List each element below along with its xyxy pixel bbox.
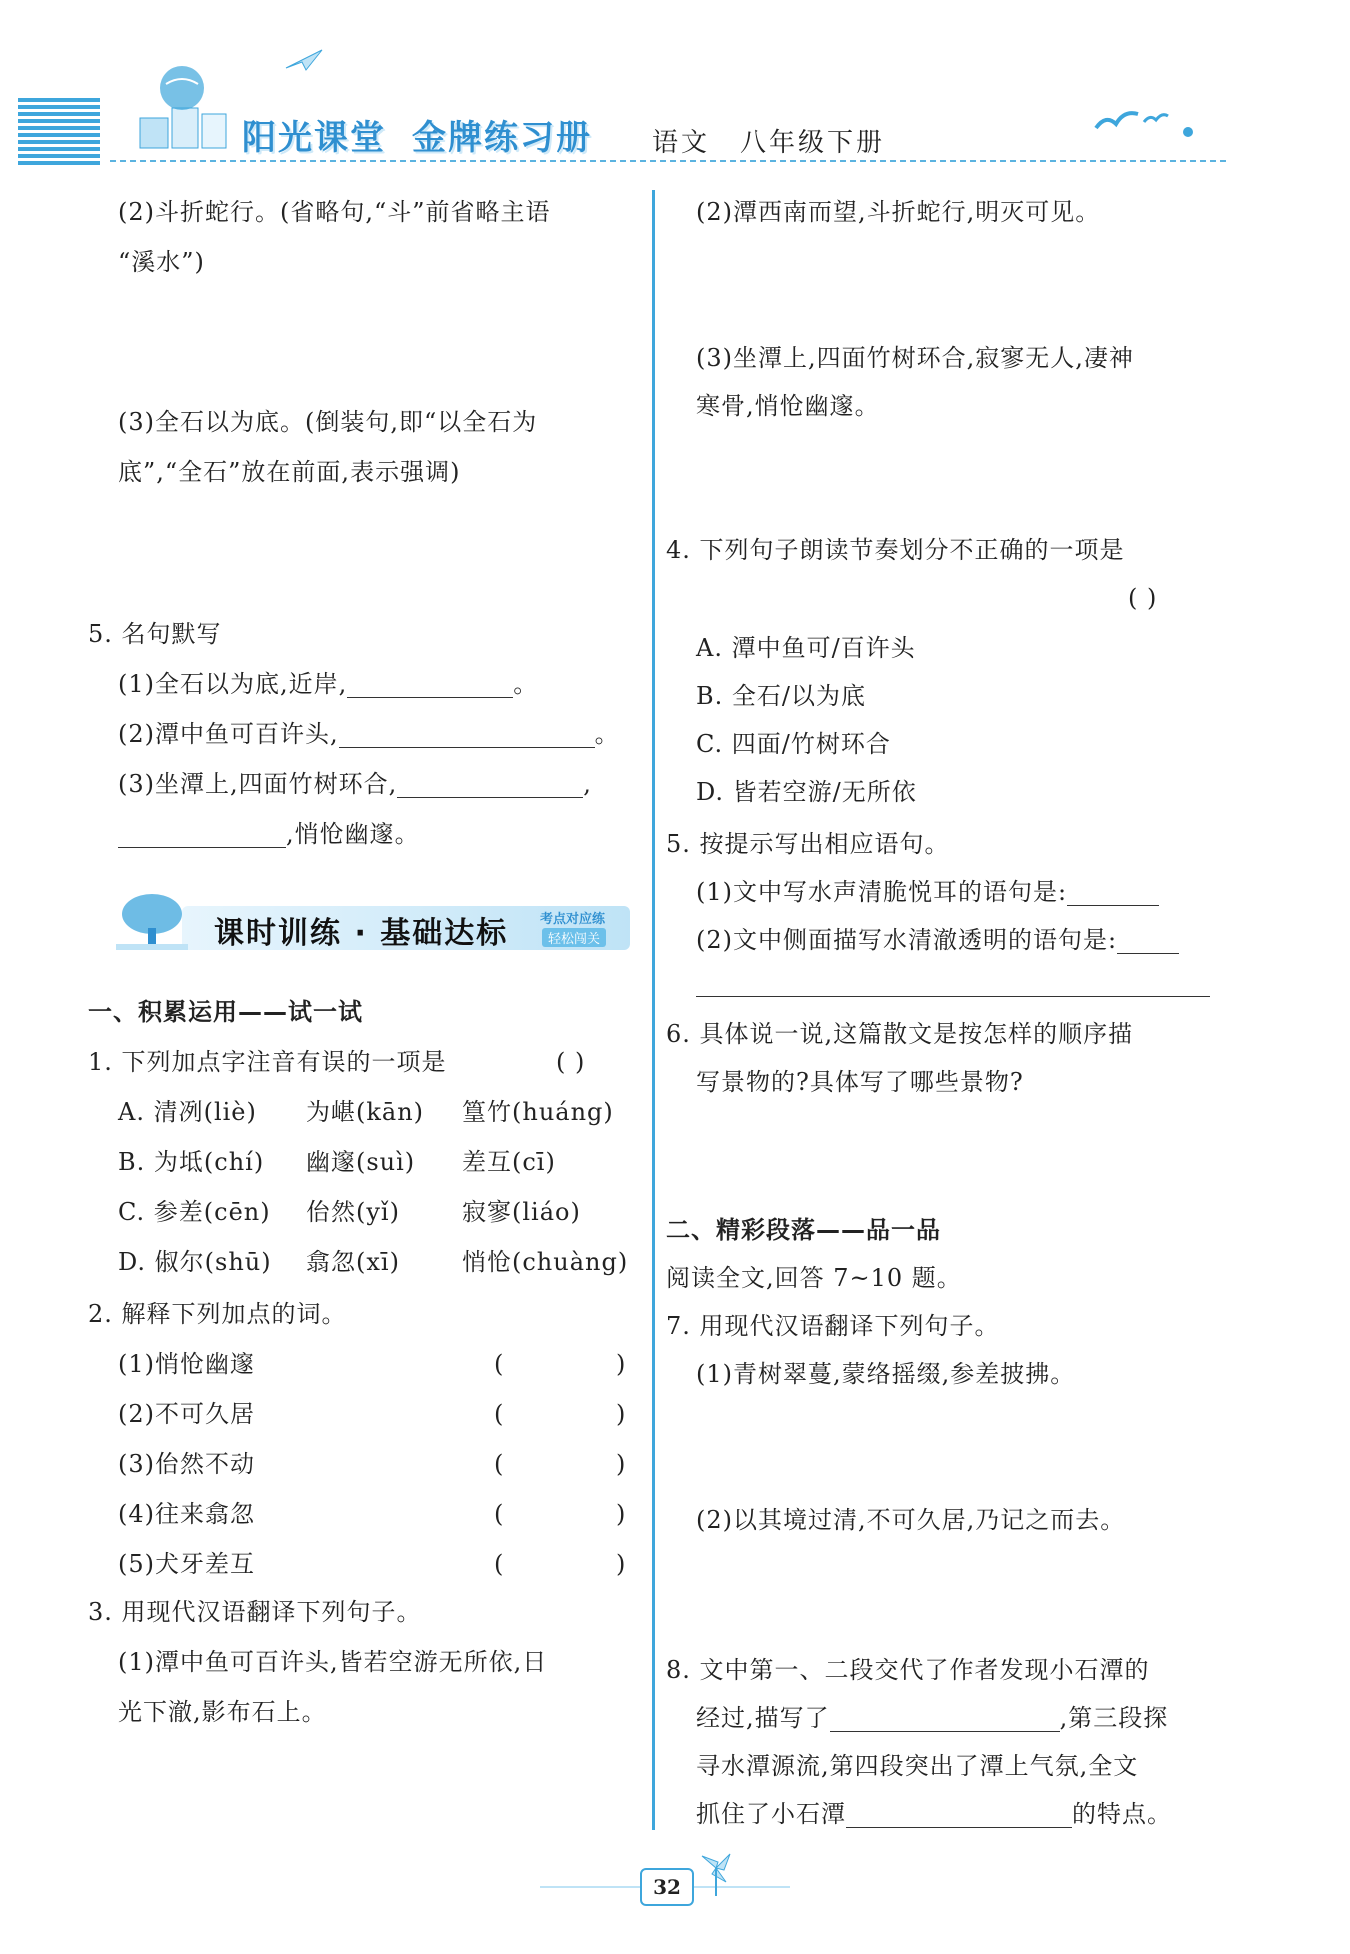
header-brand-2: 金牌练习册 <box>412 118 592 158</box>
q3-item-1b: 光下澈,影布石上。 <box>118 1698 327 1726</box>
q1-option-cell: 翕忽(xī) <box>306 1248 400 1276</box>
q8-line-2 <box>696 1704 1168 1732</box>
q1-option-cell: C. 参差(cēn) <box>118 1198 271 1226</box>
q1-option-cell: 寂寥(liáo) <box>462 1198 581 1226</box>
q7-item-2: (2)以其境过清,不可久居,乃记之而去。 <box>696 1506 1126 1534</box>
q1-option-cell: 佁然(yǐ) <box>306 1198 400 1226</box>
answer-blank[interactable] <box>397 775 583 798</box>
q4-option[interactable]: D. 皆若空游/无所依 <box>696 778 917 806</box>
q4-stem: 4. 下列句子朗读节奏划分不正确的一项是 <box>666 536 1125 564</box>
left-line-4: 底”,“全石”放在前面,表示强调) <box>118 458 461 486</box>
answer-blank[interactable] <box>1117 931 1179 954</box>
q5-item-2-end: 。 <box>594 720 620 748</box>
right-line-3: 寒骨,悄怆幽邃。 <box>696 392 880 420</box>
q5r-stem: 5. 按提示写出相应语句。 <box>666 830 950 858</box>
q4-option[interactable]: B. 全石/以为底 <box>696 682 866 710</box>
answer-paren-right: ) <box>616 1550 627 1578</box>
q5r-item-2 <box>696 926 1179 954</box>
q5-item-1-end: 。 <box>513 670 539 698</box>
q7-stem: 7. 用现代汉语翻译下列句子。 <box>666 1312 1000 1340</box>
answer-paren-right: ) <box>616 1350 627 1378</box>
q5-item-2-text: (2)潭中鱼可百许头, <box>118 720 339 748</box>
answer-blank[interactable] <box>347 675 513 698</box>
q1-answer-paren[interactable]: ( ) <box>556 1048 586 1076</box>
q2-item: (4)往来翕忽 <box>118 1500 255 1528</box>
column-divider <box>652 190 655 1830</box>
answer-blank[interactable] <box>118 825 286 848</box>
header-subject: 语文 <box>652 128 711 158</box>
q1-option-cell: 差互(cī) <box>462 1148 556 1176</box>
left-line-3: (3)全石以为底。(倒装句,即“以全石为 <box>118 408 538 436</box>
q8-line-4 <box>696 1800 1172 1828</box>
q2-item: (5)犬牙差互 <box>118 1550 255 1578</box>
q5-item-1-text: (1)全石以为底,近岸, <box>118 670 348 698</box>
header-stripe-decoration <box>18 98 100 168</box>
birds-icon <box>1092 98 1212 148</box>
answer-paren-left[interactable]: ( <box>494 1450 505 1478</box>
banner-tag-2: 轻松闯关 <box>542 928 606 947</box>
header-brand-1: 阳光课堂 <box>242 118 386 158</box>
pinwheel-icon <box>696 1848 736 1898</box>
q1-option-cell: 幽邃(suì) <box>306 1148 416 1176</box>
answer-paren-right: ) <box>616 1400 627 1428</box>
header-divider <box>110 160 1226 162</box>
right-line-1: (2)潭西南而望,斗折蛇行,明灭可见。 <box>696 198 1101 226</box>
answer-paren-left[interactable]: ( <box>494 1350 505 1378</box>
q5-item-3-cont-text: ,悄怆幽邃。 <box>286 820 420 848</box>
q1-stem: 1. 下列加点字注音有误的一项是 <box>88 1048 447 1076</box>
q3-item-1a: (1)潭中鱼可百许头,皆若空游无所依,日 <box>118 1648 548 1676</box>
banner-tag-1: 考点对应练 <box>540 912 606 927</box>
left-line-1: (2)斗折蛇行。(省略句,“斗”前省略主语 <box>118 198 551 226</box>
q3-stem: 3. 用现代汉语翻译下列句子。 <box>88 1598 422 1626</box>
q5-title: 5. 名句默写 <box>88 620 222 648</box>
globe-icon <box>132 58 242 158</box>
q6-line-1: 6. 具体说一说,这篇散文是按怎样的顺序描 <box>666 1020 1134 1048</box>
q1-option-cell: 篁竹(huáng) <box>462 1098 614 1126</box>
q5-item-3-cont <box>118 820 420 848</box>
answer-line[interactable] <box>696 996 1210 997</box>
q4-option[interactable]: C. 四面/竹树环合 <box>696 730 891 758</box>
answer-blank[interactable] <box>1067 883 1159 906</box>
left-line-2: “溪水”) <box>118 248 205 276</box>
q8-line-2-text-a: 经过,描写了 <box>696 1704 830 1732</box>
q6-line-2: 写景物的?具体写了哪些景物? <box>696 1068 1024 1096</box>
right-line-2: (3)坐潭上,四面竹树环合,寂寥无人,凄神 <box>696 344 1134 372</box>
q8-line-4-text-b: 的特点。 <box>1072 1800 1172 1828</box>
paper-plane-icon <box>284 48 324 72</box>
q5r-item-2-text: (2)文中侧面描写水清澈透明的语句是: <box>696 926 1118 954</box>
answer-blank[interactable] <box>339 725 595 748</box>
answer-blank[interactable] <box>846 1805 1072 1828</box>
answer-paren-left[interactable]: ( <box>494 1400 505 1428</box>
page-number: 32 <box>640 1868 694 1906</box>
answer-paren-right: ) <box>616 1500 627 1528</box>
q5-item-1 <box>118 670 538 698</box>
q7-item-1: (1)青树翠蔓,蒙络摇缀,参差披拂。 <box>696 1360 1076 1388</box>
q5-item-3 <box>118 770 592 798</box>
q1-option-cell: A. 清冽(liè) <box>118 1098 257 1126</box>
q5-item-3-text: (3)坐潭上,四面竹树环合, <box>118 770 398 798</box>
q2-item: (2)不可久居 <box>118 1400 255 1428</box>
q4-option[interactable]: A. 潭中鱼可/百许头 <box>696 634 916 662</box>
section-2-heading: 二、精彩段落——品一品 <box>666 1216 941 1244</box>
answer-blank[interactable] <box>830 1709 1060 1732</box>
banner-title: 课时训练 · 基础达标 <box>214 916 509 951</box>
q8-line-4-text-a: 抓住了小石潭 <box>696 1800 846 1828</box>
q5-item-2 <box>118 720 620 748</box>
q5r-item-1 <box>696 878 1159 906</box>
q1-option-cell: D. 俶尔(shū) <box>118 1248 272 1276</box>
section-banner <box>112 890 630 956</box>
q5r-item-1-text: (1)文中写水声清脆悦耳的语句是: <box>696 878 1068 906</box>
section-1-heading: 一、积累运用——试一试 <box>88 998 363 1026</box>
q1-option-cell: 悄怆(chuàng) <box>462 1248 629 1276</box>
answer-paren-right: ) <box>616 1450 627 1478</box>
header-grade: 八年级下册 <box>740 128 886 158</box>
q2-item: (1)悄怆幽邃 <box>118 1350 255 1378</box>
q2-stem: 2. 解释下列加点的词。 <box>88 1300 347 1328</box>
tree-icon <box>112 890 192 954</box>
reading-instruction: 阅读全文,回答 7~10 题。 <box>666 1264 962 1292</box>
q2-item: (3)佁然不动 <box>118 1450 255 1478</box>
q8-line-2-text-b: ,第三段探 <box>1059 1704 1169 1732</box>
answer-paren-left[interactable]: ( <box>494 1550 505 1578</box>
q8-line-1: 8. 文中第一、二段交代了作者发现小石潭的 <box>666 1656 1150 1684</box>
q8-line-3: 寻水潭源流,第四段突出了潭上气氛,全文 <box>696 1752 1139 1780</box>
q4-answer-paren[interactable]: ( ) <box>1128 584 1158 612</box>
answer-paren-left[interactable]: ( <box>494 1500 505 1528</box>
q5-item-3-end: , <box>583 770 592 798</box>
q1-option-cell: B. 为坻(chí) <box>118 1148 265 1176</box>
q1-option-cell: 为嵁(kān) <box>306 1098 425 1126</box>
